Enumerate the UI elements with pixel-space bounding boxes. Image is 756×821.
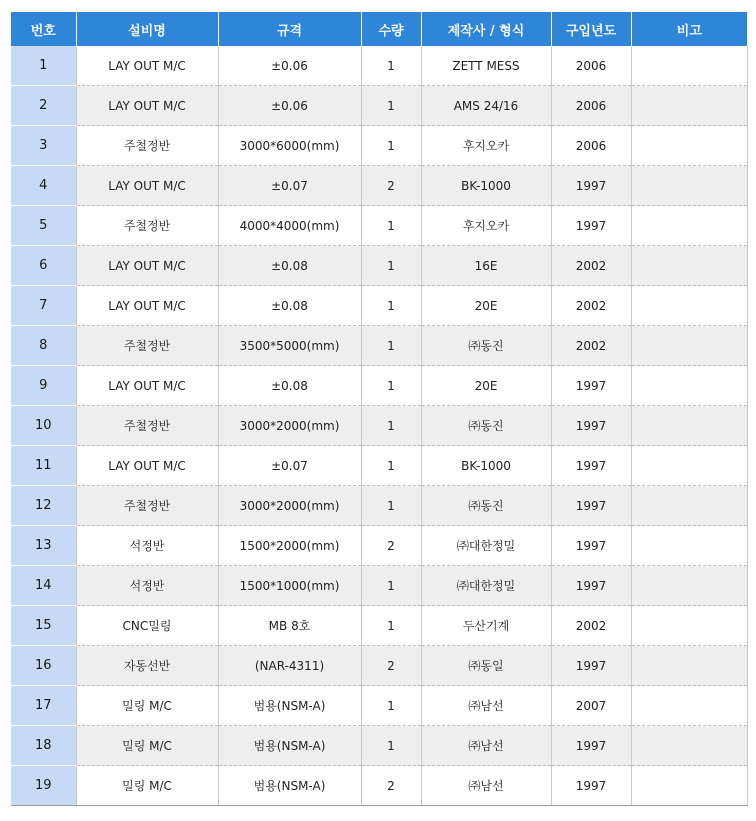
cell-purchase-year: 1997: [551, 726, 631, 766]
cell-number: 8: [11, 326, 76, 366]
cell-purchase-year: 2006: [551, 126, 631, 166]
header-quantity: 수량: [361, 12, 421, 46]
cell-purchase-year: 2002: [551, 326, 631, 366]
cell-equipment-name: LAY OUT M/C: [76, 366, 218, 406]
cell-spec: ±0.08: [218, 246, 361, 286]
cell-equipment-name: 주철정반: [76, 486, 218, 526]
cell-quantity: 1: [361, 246, 421, 286]
cell-note: [631, 366, 747, 406]
cell-spec: 범용(NSM-A): [218, 726, 361, 766]
header-maker-model: 제작사 / 형식: [421, 12, 551, 46]
cell-note: [631, 246, 747, 286]
cell-equipment-name: LAY OUT M/C: [76, 46, 218, 86]
cell-maker-model: 후지오카: [421, 206, 551, 246]
cell-quantity: 1: [361, 726, 421, 766]
header-equipment-name: 설비명: [76, 12, 218, 46]
header-number: 번호: [11, 12, 76, 46]
cell-spec: ±0.07: [218, 166, 361, 206]
cell-maker-model: 16E: [421, 246, 551, 286]
cell-quantity: 1: [361, 206, 421, 246]
cell-equipment-name: LAY OUT M/C: [76, 446, 218, 486]
cell-maker-model: 두산기계: [421, 606, 551, 646]
cell-quantity: 1: [361, 606, 421, 646]
table-row: [11, 446, 747, 486]
cell-note: [631, 166, 747, 206]
table-row: [11, 526, 747, 566]
cell-equipment-name: 주철정반: [76, 406, 218, 446]
cell-spec: 1500*1000(mm): [218, 566, 361, 606]
cell-number: 13: [11, 526, 76, 566]
table-row: [11, 726, 747, 766]
cell-maker-model: ㈜대한정밀: [421, 566, 551, 606]
cell-quantity: 1: [361, 326, 421, 366]
cell-note: [631, 326, 747, 366]
cell-note: [631, 526, 747, 566]
table-row: [11, 366, 747, 406]
cell-number: 15: [11, 606, 76, 646]
cell-purchase-year: 2007: [551, 686, 631, 726]
cell-note: [631, 686, 747, 726]
cell-number: 17: [11, 686, 76, 726]
cell-number: 9: [11, 366, 76, 406]
cell-quantity: 1: [361, 126, 421, 166]
cell-quantity: 1: [361, 286, 421, 326]
cell-purchase-year: 1997: [551, 166, 631, 206]
cell-equipment-name: LAY OUT M/C: [76, 286, 218, 326]
table-row: [11, 286, 747, 326]
table-row: [11, 126, 747, 166]
cell-equipment-name: LAY OUT M/C: [76, 246, 218, 286]
cell-maker-model: ㈜동진: [421, 406, 551, 446]
cell-number: 16: [11, 646, 76, 686]
cell-spec: 4000*4000(mm): [218, 206, 361, 246]
cell-maker-model: ㈜대한정밀: [421, 526, 551, 566]
cell-number: 6: [11, 246, 76, 286]
cell-note: [631, 446, 747, 486]
cell-spec: 1500*2000(mm): [218, 526, 361, 566]
cell-quantity: 2: [361, 166, 421, 206]
cell-quantity: 1: [361, 486, 421, 526]
cell-equipment-name: 석정반: [76, 566, 218, 606]
cell-spec: (NAR-4311): [218, 646, 361, 686]
table-row: [11, 686, 747, 726]
cell-purchase-year: 1997: [551, 566, 631, 606]
cell-equipment-name: 석정반: [76, 526, 218, 566]
cell-spec: 3000*2000(mm): [218, 486, 361, 526]
cell-purchase-year: 1997: [551, 366, 631, 406]
cell-maker-model: 후지오카: [421, 126, 551, 166]
cell-number: 1: [11, 46, 76, 86]
cell-number: 14: [11, 566, 76, 606]
cell-note: [631, 646, 747, 686]
cell-purchase-year: 1997: [551, 526, 631, 566]
cell-purchase-year: 1997: [551, 486, 631, 526]
cell-equipment-name: 밀링 M/C: [76, 726, 218, 766]
cell-equipment-name: 주철정반: [76, 326, 218, 366]
table-row: [11, 326, 747, 366]
cell-maker-model: ㈜동진: [421, 486, 551, 526]
cell-number: 7: [11, 286, 76, 326]
cell-maker-model: 20E: [421, 286, 551, 326]
cell-purchase-year: 1997: [551, 766, 631, 806]
cell-spec: ±0.06: [218, 86, 361, 126]
cell-equipment-name: CNC밀링: [76, 606, 218, 646]
cell-spec: ±0.07: [218, 446, 361, 486]
cell-note: [631, 566, 747, 606]
cell-spec: 범용(NSM-A): [218, 686, 361, 726]
cell-maker-model: ㈜동일: [421, 646, 551, 686]
cell-purchase-year: 2002: [551, 246, 631, 286]
cell-purchase-year: 2006: [551, 46, 631, 86]
cell-maker-model: ㈜동진: [421, 326, 551, 366]
cell-maker-model: BK-1000: [421, 446, 551, 486]
table-row: [11, 46, 747, 86]
cell-number: 11: [11, 446, 76, 486]
table-row: [11, 166, 747, 206]
cell-maker-model: ㈜남선: [421, 726, 551, 766]
cell-purchase-year: 1997: [551, 646, 631, 686]
cell-note: [631, 766, 747, 806]
cell-note: [631, 606, 747, 646]
cell-spec: MB 8호: [218, 606, 361, 646]
cell-quantity: 1: [361, 86, 421, 126]
cell-maker-model: BK-1000: [421, 166, 551, 206]
cell-equipment-name: 자동선반: [76, 646, 218, 686]
cell-maker-model: ZETT MESS: [421, 46, 551, 86]
cell-note: [631, 46, 747, 86]
cell-purchase-year: 2002: [551, 286, 631, 326]
cell-quantity: 1: [361, 366, 421, 406]
cell-quantity: 2: [361, 766, 421, 806]
cell-number: 3: [11, 126, 76, 166]
cell-quantity: 2: [361, 526, 421, 566]
cell-number: 10: [11, 406, 76, 446]
cell-note: [631, 206, 747, 246]
cell-equipment-name: 밀링 M/C: [76, 766, 218, 806]
cell-note: [631, 406, 747, 446]
cell-quantity: 1: [361, 446, 421, 486]
cell-spec: 3500*5000(mm): [218, 326, 361, 366]
cell-number: 19: [11, 766, 76, 806]
table-row: [11, 246, 747, 286]
cell-spec: 3000*2000(mm): [218, 406, 361, 446]
cell-quantity: 1: [361, 406, 421, 446]
header-note: 비고: [631, 12, 747, 46]
cell-purchase-year: 1997: [551, 206, 631, 246]
equipment-table: [11, 12, 748, 806]
cell-equipment-name: 주철정반: [76, 126, 218, 166]
cell-quantity: 1: [361, 46, 421, 86]
cell-purchase-year: 2006: [551, 86, 631, 126]
cell-note: [631, 286, 747, 326]
cell-spec: ±0.08: [218, 366, 361, 406]
table-row: [11, 566, 747, 606]
cell-maker-model: ㈜남선: [421, 686, 551, 726]
header-purchase-year: 구입년도: [551, 12, 631, 46]
cell-quantity: 2: [361, 646, 421, 686]
cell-number: 2: [11, 86, 76, 126]
cell-purchase-year: 1997: [551, 406, 631, 446]
cell-number: 18: [11, 726, 76, 766]
cell-maker-model: AMS 24/16: [421, 86, 551, 126]
cell-equipment-name: LAY OUT M/C: [76, 86, 218, 126]
cell-quantity: 1: [361, 686, 421, 726]
cell-spec: 3000*6000(mm): [218, 126, 361, 166]
cell-number: 5: [11, 206, 76, 246]
table-row: [11, 406, 747, 446]
cell-equipment-name: 주철정반: [76, 206, 218, 246]
cell-equipment-name: LAY OUT M/C: [76, 166, 218, 206]
cell-number: 12: [11, 486, 76, 526]
table-row: [11, 206, 747, 246]
table-body: [11, 46, 747, 806]
cell-note: [631, 726, 747, 766]
cell-maker-model: ㈜남선: [421, 766, 551, 806]
table-row: [11, 606, 747, 646]
table-row: [11, 646, 747, 686]
cell-equipment-name: 밀링 M/C: [76, 686, 218, 726]
cell-note: [631, 86, 747, 126]
header-spec: 규격: [218, 12, 361, 46]
table-row: [11, 766, 747, 806]
cell-purchase-year: 1997: [551, 446, 631, 486]
equipment-table-container: [11, 12, 747, 806]
cell-spec: ±0.08: [218, 286, 361, 326]
cell-note: [631, 126, 747, 166]
cell-note: [631, 486, 747, 526]
cell-spec: ±0.06: [218, 46, 361, 86]
cell-maker-model: 20E: [421, 366, 551, 406]
table-header-row: [11, 12, 747, 46]
cell-quantity: 1: [361, 566, 421, 606]
table-row: [11, 86, 747, 126]
cell-purchase-year: 2002: [551, 606, 631, 646]
cell-number: 4: [11, 166, 76, 206]
table-row: [11, 486, 747, 526]
cell-spec: 범용(NSM-A): [218, 766, 361, 806]
